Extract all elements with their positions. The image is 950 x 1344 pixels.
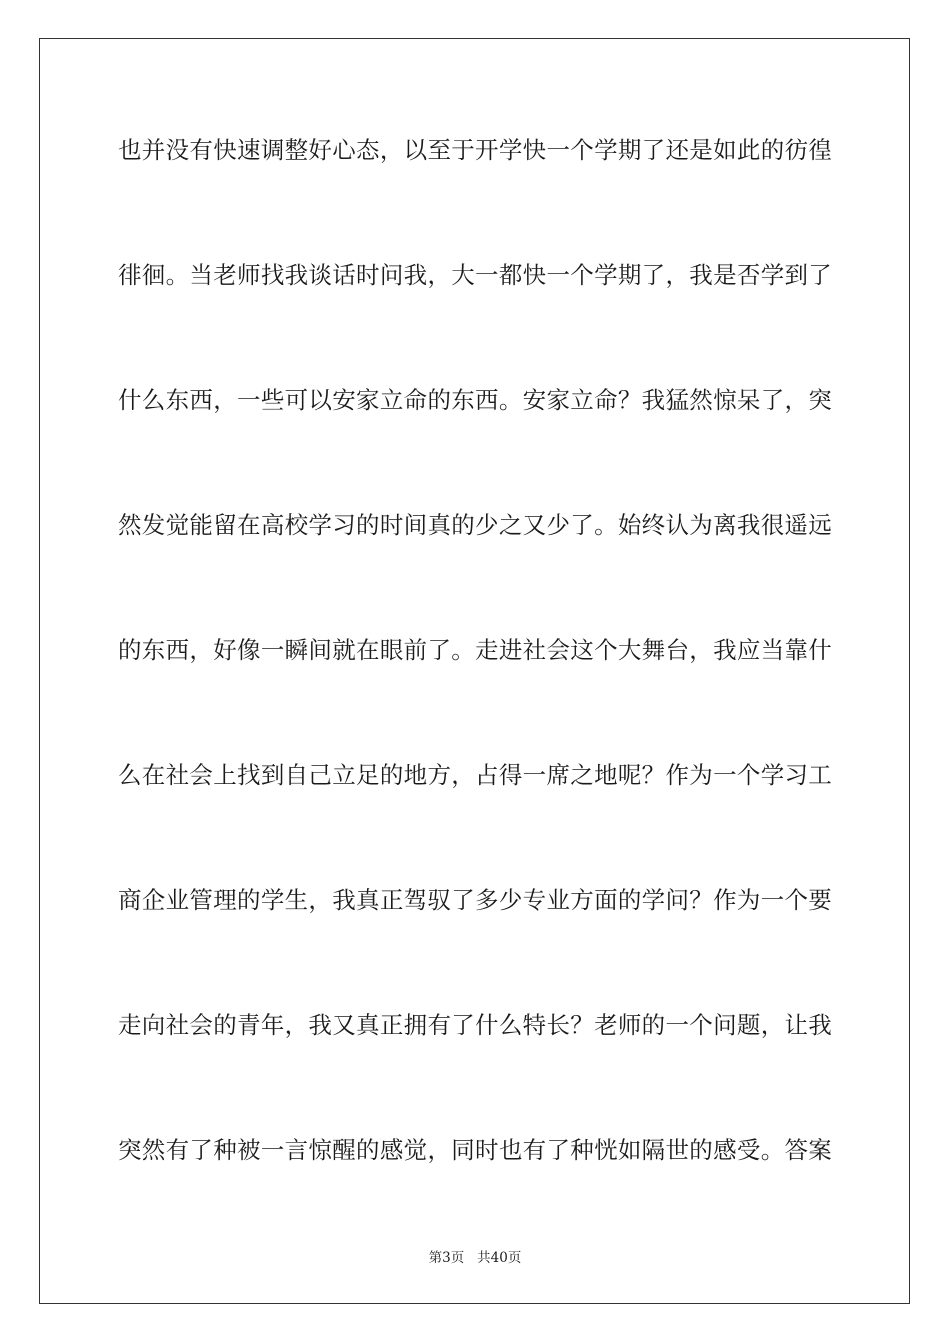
text-line: 商企业管理的学生，我真正驾驭了多少专业方面的学问？作为一个要 [118, 886, 832, 914]
page-number: 第3页 [428, 1250, 465, 1266]
page-border [39, 38, 910, 1304]
text-line: 突然有了种被一言惊醒的感觉，同时也有了种恍如隔世的感受。答案 [118, 1136, 832, 1164]
text-line: 徘徊。当老师找我谈话时问我，大一都快一个学期了，我是否学到了 [118, 261, 832, 289]
text-line: 的东西，好像一瞬间就在眼前了。走进社会这个大舞台，我应当靠什 [118, 636, 832, 664]
text-line: 走向社会的青年，我又真正拥有了什么特长？老师的一个问题，让我 [118, 1011, 832, 1039]
page-total: 共40页 [477, 1250, 522, 1266]
text-line: 么在社会上找到自己立足的地方，占得一席之地呢？作为一个学习工 [118, 761, 832, 789]
text-line: 什么东西，一些可以安家立命的东西。安家立命？我猛然惊呆了，突 [118, 386, 832, 414]
text-line: 也并没有快速调整好心态，以至于开学快一个学期了还是如此的彷徨 [118, 136, 832, 164]
text-line: 然发觉能留在高校学习的时间真的少之又少了。始终认为离我很遥远 [118, 511, 832, 539]
page-footer [0, 1246, 950, 1266]
